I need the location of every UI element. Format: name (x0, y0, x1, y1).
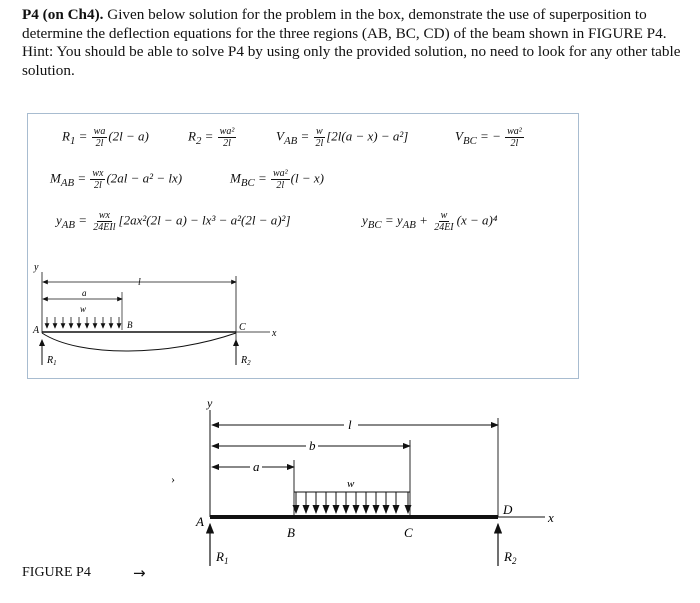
equation-mbc: $M_{BC}$ = $\frac{\text{wa²}}{2l}$ (l − x) (230, 168, 324, 191)
small-point-a: A (33, 325, 40, 336)
main-w-label: w (347, 478, 355, 490)
main-point-c: C (404, 525, 413, 540)
equation-mab: $M_{AB}$ = $\frac{wx}{2l}$ (2al − a² − lx) (50, 168, 183, 191)
small-w-label: w (80, 304, 87, 314)
small-r2-label: $R_2$ (241, 355, 251, 367)
small-point-b: B (127, 320, 133, 330)
caption-arrow-icon: → (133, 564, 146, 582)
equation-r1: $R_1$ = $\frac{wa}{2l}$ (2l − a) (62, 126, 149, 149)
problem-text: Given below solution for the problem in the box, demonstrate the use of superposition to determine the deflection equations for the three regions (AB, BC, CD) of the beam shown in FIGURE P4. (22, 6, 667, 42)
stray-mark: › (171, 472, 175, 486)
small-a-label: a (82, 288, 87, 298)
small-point-c: C (239, 322, 246, 333)
main-beam (210, 515, 498, 519)
main-y-label: y (207, 396, 213, 410)
equation-ybc: $y_{BC} = y_{AB}$ + $\frac{w}{24EI}$ (x − a)⁴ (362, 210, 498, 233)
main-load-arrows (296, 492, 408, 513)
main-r2-label: $R_2$ (504, 549, 517, 566)
main-point-a: A (196, 514, 204, 529)
equation-vab: $V_{AB}$ = $\frac{w}{2l}$ [2l(a − x) − a²] (276, 126, 409, 149)
main-point-b: B (287, 525, 295, 540)
main-x-label: x (548, 510, 554, 525)
equation-vbc: $V_{BC}$ = − $\frac{\text{wa²}}{2l}$ (455, 126, 522, 149)
main-point-d: D (503, 502, 513, 517)
problem-hint: Hint: You should be able to solve P4 by using only the provided solution, no need to look for any other table solution. (22, 43, 681, 79)
small-l-label: l (138, 277, 141, 288)
figure-caption: FIGURE P4 (22, 565, 91, 580)
problem-label: P4 (on Ch4). (22, 6, 104, 23)
small-x-label: x (272, 328, 277, 339)
equation-yab: $y_{AB}$ = $\frac{wx}{\text{24EIl}}$ [2ax²(2l − a) − lx³ − a²(2l − a)²] (56, 210, 291, 233)
small-y-label: y (34, 262, 39, 273)
small-r1-label: $R_1$ (47, 355, 57, 367)
main-r1-label: $R_1$ (216, 549, 229, 566)
equation-r2: $R_2$ = $\frac{\text{wa²}}{2l}$ (188, 126, 235, 149)
main-l-label: l (348, 417, 352, 432)
main-b-label: b (309, 438, 316, 453)
main-a-label: a (253, 459, 260, 474)
